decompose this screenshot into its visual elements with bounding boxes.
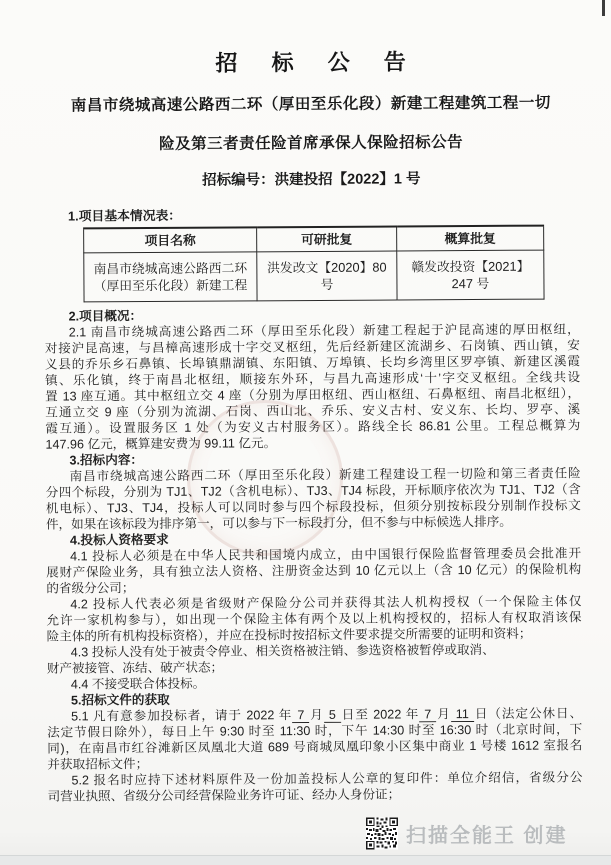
text-line: 4.1 投标人必须是在中华人民共和国境内成立，由中国银行保险监督管理委员会批准开	[70, 546, 582, 564]
cell-feasibility-approval: 洪发改文【2020】80 号	[257, 251, 397, 301]
text-line: 4.2 投标人代表必须是省级财产保险分公司并获得其法人机构授权（一个保险主体仅	[70, 594, 582, 612]
text-line: 件，如果在该标段为排序第一，可以参与下一标段打分，但不参与中标候选人排序。	[45, 514, 512, 532]
tender-number: 招标编号：洪建投招【2022】1 号	[202, 171, 421, 189]
text-line: 4.3 投标人没有处于被责令停业、相关资格被注销、参选资格被暂停或取消、	[70, 642, 495, 660]
text-line: 5.2 报名时应持下述材料原件及一份加盖投标人公章的复印件：单位介绍信，省级分公	[71, 770, 583, 788]
underlined-date-value: 5	[324, 708, 341, 723]
document-title: 招 标 公 告	[215, 49, 420, 76]
section-heading-project-info: 1.项目基本情况表：	[67, 207, 182, 224]
text-line: 财产被接管、冻结、破产状态；	[46, 660, 224, 676]
section-heading: 2.项目概况：	[68, 309, 143, 324]
table-row	[84, 250, 544, 302]
camscanner-watermark	[366, 817, 568, 850]
scan-bottom-edge	[0, 855, 611, 865]
text-line: 分四个标段，分别为 TJ1、TJ2（含机电标）、TJ3、TJ4 标段，开标顺序依次为 TJ1、TJ2（含	[45, 482, 581, 500]
qr-code-icon	[366, 817, 398, 850]
text-line: 147.96 亿元，概算建安费为 99.11 亿元。	[45, 436, 277, 452]
text-line: 霞互通）。设置服务区 1 处（为安义古村服务区）。路线全长 86.81 公里。工程总概算为	[45, 418, 581, 436]
text-line: 南昌市绕城高速公路西二环（厚田至乐化段）新建工程建设工程一切险和第三者责任险	[69, 466, 581, 484]
document-body	[45, 305, 583, 804]
watermark-text: 扫描全能王 创建	[406, 825, 568, 847]
text-line: 的省级分公司；	[46, 581, 135, 596]
document-content	[43, 44, 583, 804]
text-line: 同)，在南昌市红谷滩新区凤凰北大道 689 号商城凤凰印象小区集中商业 1 号楼 1612 室报名	[47, 738, 583, 756]
text-line: 允许一家机构参与），如出现一个保险主体有两个及以上机构授权的，招标人有权取消该保	[46, 610, 582, 628]
text-line: 展财产保险业务，具有独立法人资格、注册资金达到 10 亿元以上（含 10 亿元）的保险机构	[46, 562, 582, 580]
text-segment: 5.1 凡有意参加投标者，请于 2022 年	[71, 708, 293, 724]
underlined-date-value: 7	[292, 708, 309, 723]
text-segment: 日至 2022 年	[340, 707, 420, 722]
text-line: 4.4 不接受联合体投标。	[70, 676, 206, 692]
document-subtitle-line2: 险及第三者责任险首席承保人保险招标公告	[159, 134, 464, 153]
text-line: 互通立交 9 座（分别为流湖、石岗、西山北、乔乐、安义古村、安义东、长均、罗亭、溪	[45, 402, 581, 420]
text-segment: 月	[436, 707, 451, 722]
project-info-table	[83, 225, 544, 303]
text-line: 对接沪昆高速，与昌樟高速形成十字交叉枢纽，先后经新建区流湖乡、石岗镇、西山镇，安	[44, 338, 580, 356]
column-header-budget-approval: 概算批复	[397, 226, 544, 251]
underlined-date-value: 7	[419, 707, 436, 722]
text-line: 义县的乔乐乡石鼻镇、长埠镇鼎湖镇、东阳镇、万埠镇、长均乡湾里区罗亭镇、新建区溪霞	[44, 354, 580, 372]
section-heading: 3.招标内容：	[69, 453, 144, 468]
text-segment: 日（法定公休日、	[473, 706, 583, 722]
table-header-row	[84, 226, 544, 253]
text-line: 镇、乐化镇，终于南昌北枢纽，顺接东外环，与昌九高速形成‘十’字交叉枢纽。全线共设	[44, 370, 581, 388]
text-line: 并获取招标文件；	[47, 757, 149, 772]
section-heading: 4.投标人资格要求	[69, 532, 169, 548]
column-header-project-name: 项目名称	[84, 227, 257, 253]
column-header-feasibility-approval: 可研批复	[257, 226, 397, 251]
text-line: 司营业执照、省级分公司经营保险业务许可证、经办人身份证；	[47, 787, 401, 804]
underlined-date-value: 11	[451, 707, 474, 722]
text-line: 机电标）、TJ3、TJ4，投标人可以同时参与四个标段投标，但须分别按标段分别制作投标文	[45, 498, 581, 516]
text-line: 2.1 南昌市绕城高速公路西二环（厚田至乐化段）新建工程起于沪昆高速的厚田枢纽，	[68, 322, 580, 340]
document-subtitle-line1: 南昌市绕城高速公路西二环（厚田至乐化段）新建工程建筑工程一切	[70, 94, 551, 115]
cell-budget-approval: 赣发改投资【2021】247 号	[397, 250, 544, 300]
text-line: 险主体的所有机构投标资格），并应在投标时按招标文件要求提交所需要的证明和资料；	[46, 626, 532, 644]
text-line: 法定节假日除外），每日上午 9:30 时至 11:30 时，下午 14:30 时至 16:30 时（北京时间，下	[47, 722, 583, 740]
text-segment: 月	[309, 707, 324, 723]
cell-project-name: 南昌市绕城高速公路西二环（厚田至乐化段）新建工程	[84, 252, 257, 302]
text-line: 置 13 座互通。其中枢纽立交 4 座（分别为厚田枢纽、西山枢纽、石鼻枢纽、南昌北枢纽），	[45, 386, 581, 404]
section-heading: 5.招标文件的获取	[70, 692, 170, 708]
scan-edge-artifact	[602, 0, 605, 16]
